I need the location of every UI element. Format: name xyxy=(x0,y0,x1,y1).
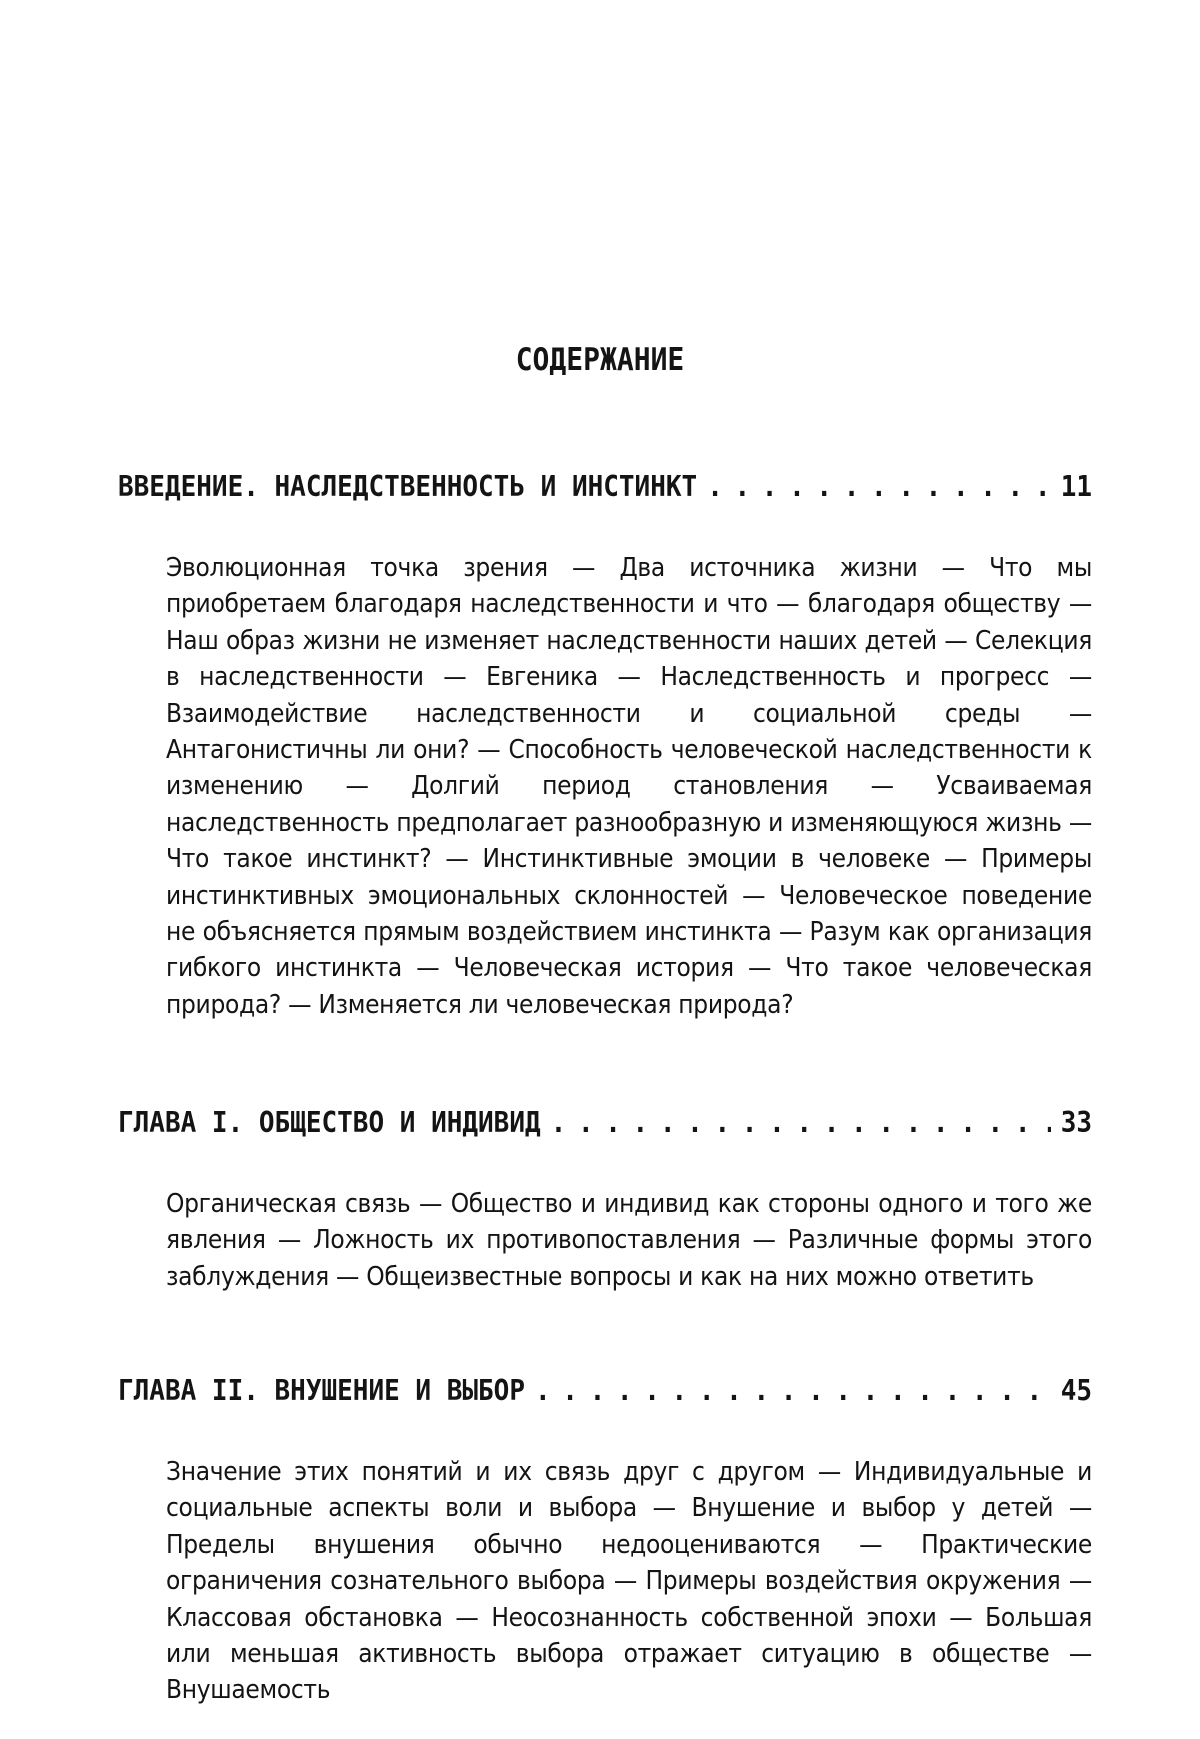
toc-page-number: 33 xyxy=(1060,1106,1092,1140)
toc-description: Органическая связь — Общество и индивид как стороны одного и того же явления — Ложность их противопоставления — Различные формы этого заблуждения — Общеизвестные вопросы и как на них можно ответить xyxy=(166,1189,1092,1292)
toc-description: Значение этих понятий и их связь друг с другом — Индивидуальные и социальные аспекты воли и выбора — Внушение и выбор у детей — Пределы внушения обычно недооцениваются — Практические ограничения сознательного выбора — Примеры воздействия окружения — Классовая обстановка — Неосознанность собственной эпохи — Большая или меньшая активность выбора отражает ситуацию в обществе — Внушаемость xyxy=(166,1457,1092,1706)
toc-dot-leader xyxy=(551,1102,1051,1144)
page-title: СОДЕРЖАНИЕ xyxy=(515,340,685,378)
toc-heading-title: ГЛАВА II. ВНУШЕНИЕ И ВЫБОР xyxy=(118,1374,525,1408)
toc-heading-title: ВВЕДЕНИЕ. НАСЛЕДСТВЕННОСТЬ И ИНСТИНКТ xyxy=(118,470,698,504)
toc-heading[interactable] xyxy=(118,1102,1092,1144)
toc-heading-title: ГЛАВА I. ОБЩЕСТВО И ИНДИВИД xyxy=(118,1106,541,1140)
toc-page-number: 11 xyxy=(1060,470,1092,504)
toc-dot-leader xyxy=(707,466,1051,508)
toc-page-number: 45 xyxy=(1060,1374,1092,1408)
toc-heading[interactable] xyxy=(118,1370,1092,1412)
toc-entry-chapter-1 xyxy=(118,1104,1092,1295)
toc-description: Эволюционная точка зрения — Два источника жизни — Что мы приобретаем благодаря наследственности и что — благодаря обществу — Наш образ жизни не изменяет наследственности наших детей — Селекция в наследственности — Евгеника — Наследственность и прогресс — Взаимодействие наследственности и социальной среды — Антагонистичны ли они? — Способность человеческой наследственности к изменению — Долгий период становления — Усваиваемая наследственность предполагает разнообразную и изменяющуюся жизнь — Что такое инстинкт? — Инстинктивные эмоции в человеке — Примеры инстинктивных эмоциональных склонностей — Человеческое поведение не объясняется прямым воздействием инстинкта — Разум как организация гибкого инстинкта — Человеческая история — Что такое человеческая природа? — Изменяется ли человеческая природа? xyxy=(166,553,1092,1020)
toc-heading[interactable] xyxy=(118,466,1092,508)
toc-entry-introduction xyxy=(118,468,1092,1023)
toc-dot-leader xyxy=(535,1370,1051,1412)
toc-entry-chapter-2 xyxy=(118,1372,1092,1709)
